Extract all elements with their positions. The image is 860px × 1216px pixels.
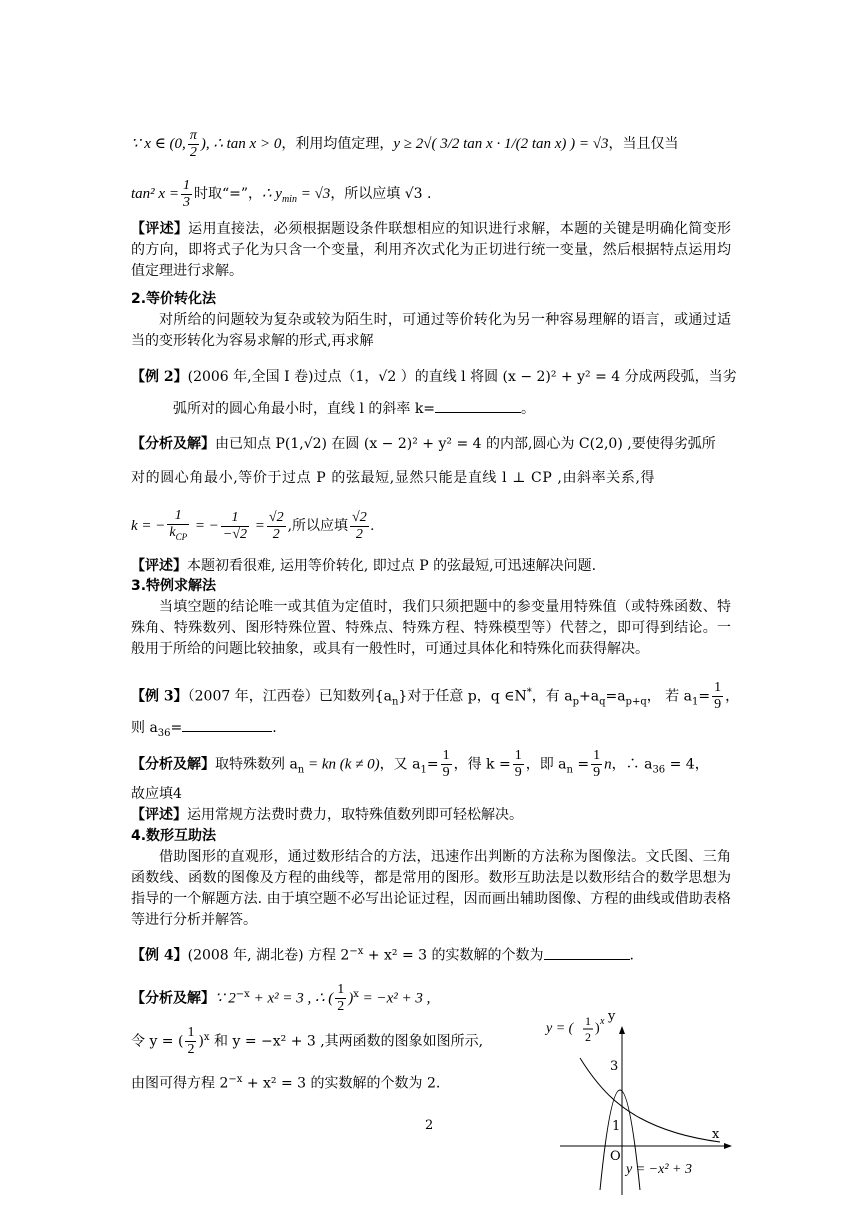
- fraction: [441, 748, 452, 781]
- solution-text: ，∴ a: [611, 756, 653, 773]
- denominator: [167, 525, 189, 545]
- punctuation: ，: [694, 756, 709, 773]
- math-text: = −: [191, 518, 219, 534]
- solution-text: 和 y = −x² + 3 ,其两函数的图象如图所示,: [209, 1033, 484, 1050]
- denominator: 2: [189, 145, 197, 160]
- example-tag: 【例 3】: [131, 688, 188, 705]
- example-3-line-1: [131, 678, 740, 717]
- example-text: + x² = 3 的实数解的个数为: [363, 947, 544, 964]
- denominator: 2: [187, 1042, 195, 1058]
- solution-text: + x² = 3 的实数解的个数为 2.: [242, 1075, 441, 1092]
- solution-4-line-3: [131, 1070, 511, 1094]
- numerator: √2: [268, 510, 284, 526]
- punctuation: .: [629, 947, 634, 964]
- y-axis-arrow: [619, 1026, 625, 1034]
- solution-text: ，即 a: [525, 756, 567, 773]
- body-text: ，当且仅当: [608, 135, 679, 152]
- solution-tag: 【分析及解】: [131, 990, 215, 1007]
- denominator-text: k: [169, 525, 176, 541]
- example-text: （2007 年，江西卷）已知数列{a: [187, 688, 392, 705]
- math-text: =: [251, 518, 265, 534]
- fraction: [188, 128, 199, 161]
- numerator: 1: [221, 510, 249, 527]
- origin-label: O: [610, 1149, 621, 1164]
- page-number: 2: [425, 1118, 434, 1133]
- review-paragraph-2: [131, 556, 731, 576]
- solution-text: ，又 a: [379, 756, 421, 773]
- subscript: 36: [652, 764, 666, 776]
- math-text: = 4: [665, 756, 695, 773]
- numerator: √2: [352, 510, 367, 526]
- math-text: n: [604, 756, 612, 773]
- example-tag: 【例 4】: [131, 947, 188, 964]
- denominator: 2: [272, 527, 280, 543]
- example-text: 则 a: [131, 720, 158, 736]
- numerator: 1: [187, 1025, 195, 1041]
- solution-text: ，得 k =: [453, 756, 511, 773]
- example-text: =a: [605, 688, 626, 705]
- review-tag: 【评述】: [131, 558, 187, 574]
- fraction: [221, 510, 249, 543]
- superscript: *: [526, 687, 532, 698]
- subscript: n: [566, 764, 573, 776]
- example-2-line-2: [173, 399, 773, 419]
- math-text: ∴ y: [262, 185, 282, 202]
- exp-label-numerator: 1: [585, 1014, 591, 1028]
- punctuation: ，: [725, 688, 740, 705]
- math-text: ), ∴ tan x > 0: [200, 135, 282, 152]
- example-2-line-1: [131, 367, 737, 387]
- numerator: 1: [514, 748, 522, 763]
- denominator: 9: [714, 697, 722, 713]
- solution-3-line-2: 故应填4: [131, 786, 182, 802]
- example-text: =: [170, 720, 183, 736]
- review-paragraph-3: [131, 805, 731, 825]
- body-text: ,所以应填: [287, 518, 349, 534]
- denominator: 9: [593, 765, 601, 780]
- solution-text: 由已知点 P(1,√2) 在圆 (x − 2)² + y² = 4 的内部,圆心为 C(2,0) ,要使得劣弧所: [215, 436, 716, 452]
- superscript: x: [203, 1032, 210, 1043]
- body-text: ，利用均值定理，: [281, 135, 394, 152]
- superscript: −x: [349, 946, 364, 957]
- punctuation: .: [370, 518, 375, 534]
- example-text: }对于任意 p，q ∈N: [398, 688, 527, 705]
- review-tag: 【评述】: [131, 807, 187, 823]
- solution-text: =: [572, 756, 590, 773]
- function-graph: [540, 1000, 740, 1200]
- math-text: k = −: [131, 518, 166, 534]
- denominator: 9: [514, 765, 522, 780]
- body-text: ，所以应填 √3 .: [330, 185, 432, 202]
- inequality: y ≥ 2√( 3/2 tan x · 1/(2 tan x) ) = √3: [393, 135, 609, 152]
- subscript: n: [297, 764, 305, 776]
- solution-2-line-3: [131, 506, 731, 546]
- subscript: 1: [420, 764, 427, 776]
- example-text: =: [698, 688, 711, 705]
- fraction: [267, 510, 286, 543]
- example-text: (2006 年,全国 I 卷)过点（1，√2 ）的直线 l 将圆 (x − 2)² + y² = 4 分成两段弧，当劣: [187, 369, 737, 385]
- answer-blank[interactable]: [544, 959, 630, 960]
- subscript: p+q: [625, 696, 647, 708]
- tick-label-3: 3: [610, 1059, 619, 1074]
- numerator: 1: [442, 748, 450, 763]
- example-text: (2008 年, 湖北卷) 方程 2: [187, 947, 350, 964]
- review-text: 运用常规方法费时费力，取特殊值数列即可轻松解决。: [187, 807, 523, 823]
- math-text: + x² = 3 , ∴ (: [249, 990, 334, 1007]
- exp-label-superscript: x: [600, 1016, 605, 1027]
- answer-blank[interactable]: [182, 731, 272, 732]
- numerator: π: [189, 128, 197, 143]
- solution-line-2: [131, 178, 731, 211]
- math-text: = √3: [296, 185, 331, 202]
- subscript: 1: [691, 696, 699, 708]
- solution-2-line-1: [131, 434, 731, 454]
- example-text: +a: [578, 688, 600, 705]
- numerator: 1: [182, 178, 190, 193]
- subscript: min: [281, 193, 297, 205]
- fraction: [350, 510, 369, 543]
- fraction: [167, 508, 189, 545]
- example-text: ， 若 a: [646, 688, 692, 705]
- solution-4-line-2: [131, 1023, 511, 1058]
- solution-text: =: [426, 756, 439, 773]
- review-text: 本题初看很难, 运用等价转化, 即过点 P 的弦最短,可迅速解决问题.: [187, 558, 597, 574]
- punctuation: 。: [521, 401, 536, 417]
- numerator: 1: [337, 982, 345, 998]
- review-tag: 【评述】: [131, 221, 189, 237]
- superscript: x: [353, 989, 359, 1000]
- review-paragraph-1: [131, 219, 731, 282]
- math-text: 令 y = (: [131, 1033, 184, 1050]
- x-axis-arrow: [724, 1143, 732, 1149]
- solution-2-line-2: 对的圆心角最小,等价于过点 P 的弦最短,显然只能是直线 l ⊥ CP ,由斜率关系,得: [131, 470, 656, 486]
- math-text: ∵ x ∈ (0,: [131, 135, 186, 152]
- subscript: 36: [157, 727, 171, 739]
- subscript: n: [391, 696, 399, 708]
- superscript: −x: [235, 989, 250, 1000]
- subscript: CP: [175, 531, 188, 542]
- subscript: p: [572, 696, 579, 708]
- y-axis-label: y: [608, 1009, 616, 1024]
- denominator: 2: [337, 999, 345, 1015]
- fraction: [181, 178, 192, 211]
- example-tag: 【例 2】: [131, 369, 188, 385]
- example-text: 弧所对的圆心角最小时，直线 l 的斜率 k=: [173, 401, 436, 417]
- numerator: 1: [593, 748, 601, 763]
- tick-label-1: 1: [612, 1119, 621, 1134]
- section-intro-3: 当填空题的结论唯一或其值为定值时，我们只须把题中的参变量用特殊值（或特殊函数、特殊角、特殊数列、图形特殊位置、特殊点、特殊方程、特殊模型等）代替之，即可得到结论。一般用于所给的问题比较抽象，或具有一般性时，可通过具体化和特殊化而获得解决。: [131, 599, 731, 657]
- denominator: 9: [442, 765, 450, 780]
- subscript: q: [599, 696, 606, 708]
- math-text: = kn (k ≠ 0): [304, 756, 380, 773]
- section-intro-2: 对所给的问题较为复杂或较为陌生时，可通过等价转化为另一种容易理解的语言，或通过适当的变形转化为容易求解的形式,再求解: [131, 312, 731, 349]
- denominator: −√2: [222, 527, 248, 543]
- solution-text: 由图可得方程 2: [131, 1075, 229, 1092]
- exp-label-paren: ): [595, 1021, 600, 1036]
- numerator: 1: [167, 508, 189, 525]
- parabola-label: y = −x² + 3: [626, 1162, 692, 1177]
- section-heading-2: 2.等价转化法: [131, 291, 217, 307]
- solution-3-line-1: [131, 748, 731, 786]
- solution-4-line-1: [131, 980, 511, 1015]
- exp-label-denominator: 2: [585, 1030, 591, 1044]
- exponential-curve: [580, 1058, 720, 1142]
- math-text: tan² x =: [131, 185, 179, 202]
- answer-blank[interactable]: [435, 412, 521, 413]
- math-text: ): [198, 1033, 204, 1050]
- solution-tag: 【分析及解】: [131, 436, 215, 452]
- math-text: ∵ 2: [215, 990, 236, 1007]
- exp-label-prefix: y = (: [546, 1021, 574, 1036]
- x-axis-label: x: [712, 1127, 720, 1142]
- solution-text: 取特殊数列 a: [215, 756, 298, 773]
- solution-line-1: [131, 128, 731, 161]
- numerator: 1: [714, 680, 722, 696]
- section-intro-4: 借助图形的直观形，通过数形结合的方法，迅速作出判断的方法称为图像法。文氏图、三角函数线、函数的图像及方程的曲线等，都是常用的图形。数形互助法是以数形结合的数学思想为指导的一个解题方法. 由于填空题不必写出论证过程，因而画出辅助图像、方程的曲线或借助表格等进行分析并解答。: [131, 849, 731, 928]
- punctuation: .: [272, 720, 277, 736]
- fraction: [513, 748, 524, 781]
- example-3-line-2: [131, 718, 731, 744]
- fraction: [591, 748, 602, 781]
- solution-tag: 【分析及解】: [131, 756, 215, 773]
- math-text: ): [348, 990, 354, 1007]
- fraction: [185, 1025, 196, 1058]
- math-text: = −x² + 3 ,: [358, 990, 431, 1007]
- superscript: −x: [228, 1074, 243, 1085]
- body-text: 时取“=”，: [193, 185, 262, 202]
- denominator: 3: [182, 195, 190, 210]
- fraction: [712, 680, 723, 713]
- example-text: ，有 a: [531, 688, 573, 705]
- fraction: [335, 982, 346, 1015]
- section-heading-3: 3.特例求解法: [131, 578, 217, 594]
- example-4-line: [131, 942, 731, 966]
- section-heading-4: 4.数形互助法: [131, 828, 217, 844]
- review-text: 运用直接法，必须根据题设条件联想相应的知识进行求解，本题的关键是明确化简变形的方向，即将式子化为只含一个变量，利用齐次式化为正切进行统一变量，然后根据特点运用均值定理进行求解。: [131, 221, 731, 279]
- denominator: 2: [355, 527, 363, 543]
